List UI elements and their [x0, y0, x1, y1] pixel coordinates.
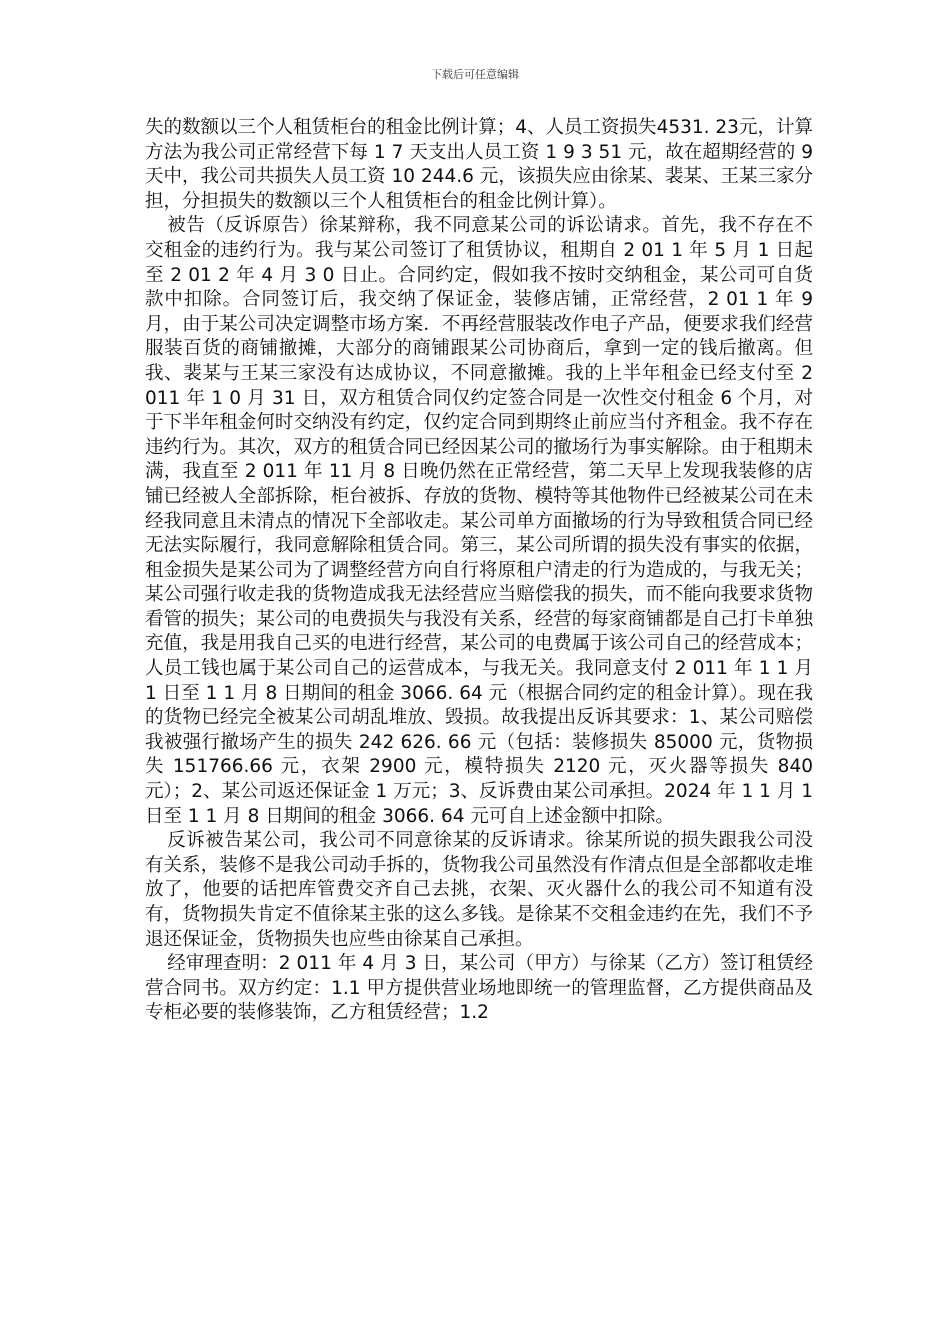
paragraph-1: 失的数额以三个人租赁柜台的租金比例计算；4、人员工资损失4531. 23元，计算方法为我公司正常经营下每 1 7 天支出人员工资 1 9 3 51 元，故在超期经营的 9 天中，我公司共损失人员工资 10 244.6 元，该损失应由徐某、裴某、王某三家分担，分担损失的数额以三个人租赁柜台的租金比例计算）。 — [145, 117, 813, 212]
paragraph-3: 反诉被告某公司，我公司不同意徐某的反诉请求。徐某所说的损失跟我公司没有关系，装修不是我公司动手拆的，货物我公司虽然没有作清点但是全部都收走堆放了，他要的话把库管费交齐自己去挑，衣架、灭火器什么的我公司不知道有没有，货物损失肯定不值徐某主张的这么多钱。是徐某不交租金违约在先，我们不予退还保证金，货物损失也应些由徐某自己承担。 — [145, 830, 813, 950]
page-header-note: 下载后可任意编辑 — [431, 68, 519, 81]
paragraph-4: 经审理查明：2 011 年 4 月 3 日，某公司（甲方）与徐某（乙方）签订租赁经营合同书。双方约定：1.1 甲方提供营业场地即统一的管理监督，乙方提供商品及专柜必要的装修装饰，乙方租赁经营；1.2 — [145, 953, 813, 1024]
document-body — [145, 116, 813, 1026]
paragraph-2: 被告（反诉原告）徐某辩称，我不同意某公司的诉讼请求。首先，我不存在不交租金的违约行为。我与某公司签订了租赁协议，租期自 2 01 1 年 5 月 1 日起至 2 01 2 年 4 月 3 0 日止。合同约定，假如我不按时交纳租金，某公司可自货款中扣除。合同签订后，我交纳了保证金，装修店铺，正常经营，2 01 1 年 9 月，由于某公司决定调整市场方案．不再经营服装改作电子产品，便要求我们经营服装百货的商铺撤摊，大部分的商铺跟某公司协商后，拿到一定的钱后撤离。但我、裴某与王某三家没有达成协议，不同意撤摊。我的上半年租金已经支付至 2 011 年 1 0 月 31 日，双方租赁合同仅约定签合同是一次性交付租金 6 个月，对于下半年租金何时交纳没有约定，仅约定合同到期终止前应当付齐租金。我不存在违约行为。其次，双方的租赁合同已经因某公司的撤场行为事实解除。由于租期未满，我直至 2 011 年 11 月 8 日晚仍然在正常经营，第二天早上发现我装修的店铺已经被人全部拆除，柜台被拆、存放的货物、模特等其他物件已经被某公司在未经我同意且未清点的情况下全部收走。某公司单方面撤场的行为导致租赁合同已经无法实际履行，我同意解除租赁合同。第三，某公司所谓的损失没有事实的依据，租金损失是某公司为了调整经营方向自行将原租户清走的行为造成的，与我无关；某公司强行收走我的货物造成我无法经营应当赔偿我的损失，而不能向我要求货物看管的损失；某公司的电费损失与我没有关系，经营的每家商铺都是自己打卡单独充值，我是用我自己买的电进行经营，某公司的电费属于该公司自己的经营成本；人员工钱也属于某公司自己的运营成本，与我无关。我同意支付 2 011 年 1 1 月 1 日至 1 1 月 8 日期间的租金 3066. 64 元（根据合同约定的租金计算）。现在我的货物已经完全被某公司胡乱堆放、毁损。故我提出反诉其要求：1、某公司赔偿我被强行撤场产生的损失 242 626. 66 元（包括：装修损失 85000 元，货物损失 151766.66 元，衣架 2900 元，模特损失 2120 元，灭火器等损失 840 元）；2、某公司返还保证金 1 万元；3、反诉费由某公司承担。2024 年 1 1 月 1 日至 1 1 月 8 日期间的租金 3066. 64 元可自上述金额中扣除。 — [145, 215, 813, 827]
